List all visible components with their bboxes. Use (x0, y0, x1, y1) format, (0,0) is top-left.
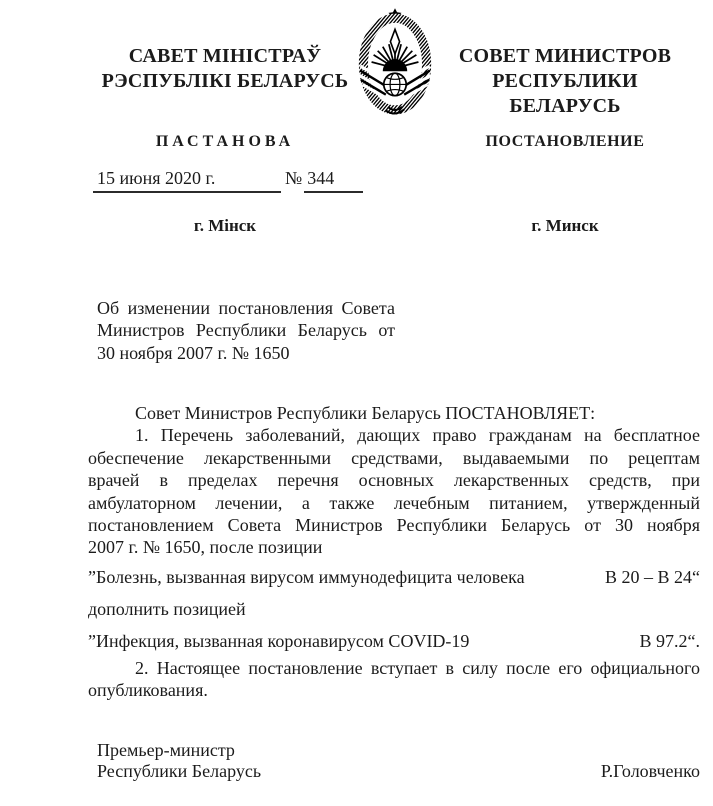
position-new-code: В 97.2“. (639, 630, 700, 651)
supplement-line: дополнить позицией (88, 599, 246, 620)
document-body (88, 402, 700, 702)
place-russian: г. Минск (531, 216, 599, 235)
issuer-by-line2: РЭСПУБЛІКІ БЕЛАРУСЬ (101, 70, 349, 92)
date-number-row (93, 168, 363, 193)
doc-type-russian: ПОСТАНОВЛЕНИЕ (485, 133, 645, 150)
issuer-name-belarusian (93, 44, 357, 94)
signature-block (97, 740, 700, 782)
document-number: 344 (304, 168, 363, 193)
place-belarusian: г. Мінск (193, 216, 257, 235)
paragraph-1: 1. Перечень заболеваний, дающих право гражданам на бесплатное обеспечение лекарственными средствами, выдаваемыми по рецептам врачей в пределах перечня основных лекарственных средств, при амбулаторном лечении, а также лечебным питанием, утвержденный постановлением Совета Министров Республики Беларусь от 30 ноября 2007 г. № 1650, после позиции (88, 425, 700, 558)
document-date: 15 июня 2020 г. (93, 168, 281, 193)
belarus-state-emblem-icon (354, 7, 436, 115)
paragraph-2: 2. Настоящее постановление вступает в силу после его официального опубликования. (88, 658, 700, 701)
signatory-post-line2: Республики Беларусь (97, 761, 262, 781)
signatory-name: Р.Головченко (600, 761, 700, 781)
position-old-text: ”Болезнь, вызванная вирусом иммунодефицита человека (88, 566, 525, 587)
emblem-svg (354, 7, 436, 115)
doc-type-belarusian: ПАСТАНОВА (155, 133, 295, 150)
issuer-ru-line2: РЕСПУБЛИКИ БЕЛАРУСЬ (492, 70, 638, 117)
issuer-by-line1: САВЕТ МІНІСТРАЎ (128, 45, 322, 67)
position-row-new (88, 630, 700, 652)
signatory-post-line1: Премьер-министр (97, 740, 235, 760)
signatory-post (97, 740, 261, 782)
position-row-old (88, 566, 700, 588)
issuer-name-russian (438, 44, 692, 119)
number-sign: № (285, 168, 303, 188)
position-old-code: В 20 – В 24“ (604, 566, 700, 587)
document-subject: Об изменении постановления Совета Министров Республики Беларусь от 30 ноября 2007 г. № 1650 (97, 298, 395, 363)
position-new-text: ”Инфекция, вызванная коронавирусом COVID-19 (88, 630, 470, 651)
resolves-line: Совет Министров Республики Беларусь ПОСТАНОВЛЯЕТ: (135, 403, 596, 423)
issuer-ru-line1: СОВЕТ МИНИСТРОВ (458, 45, 672, 67)
